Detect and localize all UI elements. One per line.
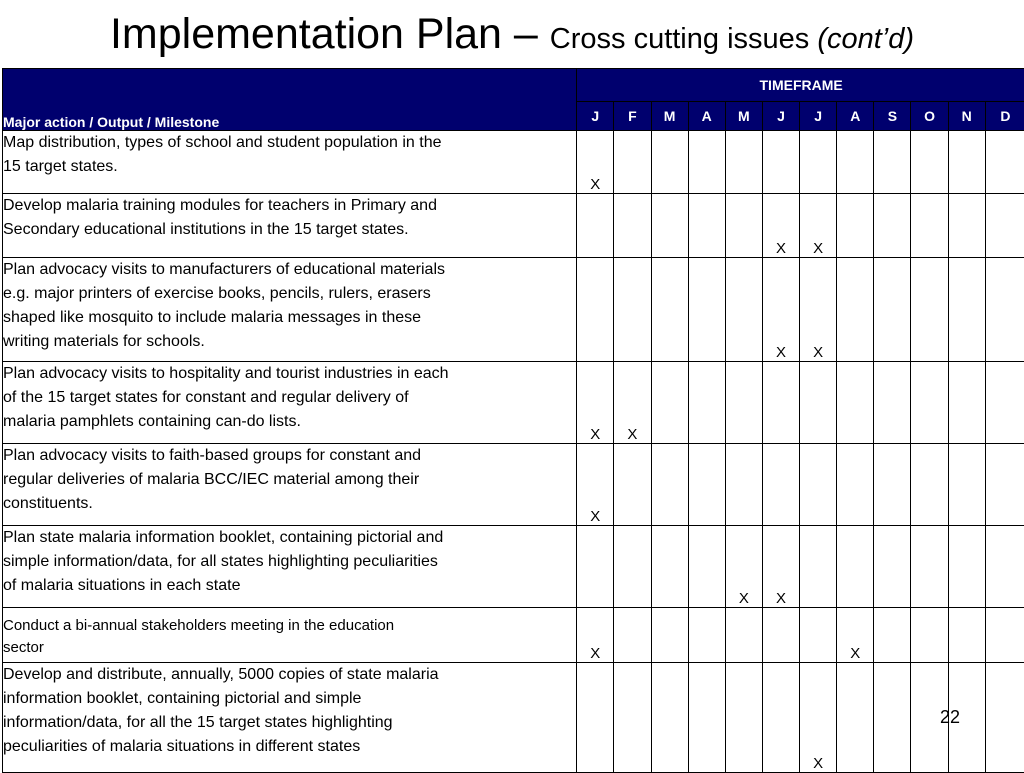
timeframe-cell: [911, 526, 948, 608]
timeframe-cell: [577, 194, 614, 258]
timeframe-cell: [614, 608, 651, 663]
timeframe-cell: [688, 663, 725, 773]
timeframe-cell: [651, 526, 688, 608]
timeframe-cell: X: [762, 526, 799, 608]
table-row: [3, 362, 1024, 444]
month-header: O: [911, 102, 948, 131]
timeframe-cell: X: [800, 194, 837, 258]
timeframe-cell: [688, 258, 725, 362]
timeframe-cell: [874, 258, 911, 362]
action-cell: Plan advocacy visits to faith-based groups for constant and regular deliveries of malaria BCC/IEC material among their constituents.: [3, 444, 577, 526]
timeframe-cell: X: [577, 362, 614, 444]
table-header: [3, 69, 1024, 131]
timeframe-cell: [874, 444, 911, 526]
timeframe-cell: [948, 131, 985, 194]
title-continued: (cont’d): [817, 23, 914, 55]
action-cell: Plan advocacy visits to hospitality and tourist industries in each of the 15 target states for constant and regular delivery of malaria pamphlets containing can-do lists.: [3, 362, 577, 444]
timeframe-cell: X: [762, 258, 799, 362]
table-row: [3, 608, 1024, 663]
slide-title: [0, 10, 1024, 59]
month-header: J: [577, 102, 614, 131]
timeframe-cell: X: [762, 194, 799, 258]
action-cell: Map distribution, types of school and student population in the 15 target states.: [3, 131, 577, 194]
implementation-plan-table: [2, 68, 1024, 773]
timeframe-cell: [837, 663, 874, 773]
timeframe-cell: [651, 194, 688, 258]
table-row: [3, 131, 1024, 194]
timeframe-cell: [651, 663, 688, 773]
timeframe-cell: X: [800, 258, 837, 362]
timeframe-cell: [577, 526, 614, 608]
timeframe-cell: [911, 444, 948, 526]
table-row: [3, 194, 1024, 258]
timeframe-cell: [800, 362, 837, 444]
timeframe-cell: [911, 131, 948, 194]
action-cell: Conduct a bi-annual stakeholders meeting in the education sector: [3, 608, 577, 663]
timeframe-cell: [725, 131, 762, 194]
action-cell: Develop and distribute, annually, 5000 copies of state malaria information booklet, containing pictorial and simple information/data, for all the 15 target states highlighting peculiarities of malaria situations in different states: [3, 663, 577, 773]
timeframe-cell: [688, 608, 725, 663]
timeframe-cell: [800, 444, 837, 526]
timeframe-cell: [614, 131, 651, 194]
timeframe-cell: [762, 444, 799, 526]
timeframe-cell: X: [577, 608, 614, 663]
timeframe-cell: [577, 258, 614, 362]
timeframe-cell: [837, 362, 874, 444]
timeframe-cell: [800, 131, 837, 194]
timeframe-cell: [725, 663, 762, 773]
timeframe-cell: [985, 663, 1024, 773]
timeframe-cell: [688, 194, 725, 258]
title-subtitle: Cross cutting issues: [550, 23, 818, 55]
timeframe-cell: [651, 258, 688, 362]
timeframe-cell: [762, 362, 799, 444]
timeframe-cell: [948, 444, 985, 526]
timeframe-cell: X: [725, 526, 762, 608]
timeframe-cell: [800, 526, 837, 608]
timeframe-cell: [948, 526, 985, 608]
timeframe-cell: [800, 608, 837, 663]
timeframe-cell: [948, 362, 985, 444]
timeframe-cell: [874, 526, 911, 608]
timeframe-cell: [985, 608, 1024, 663]
timeframe-cell: [614, 258, 651, 362]
timeframe-cell: [614, 444, 651, 526]
timeframe-cell: [577, 663, 614, 773]
table-row: [3, 663, 1024, 773]
month-header: F: [614, 102, 651, 131]
timeframe-cell: [837, 131, 874, 194]
table-row: [3, 258, 1024, 362]
month-header: M: [725, 102, 762, 131]
timeframe-cell: [911, 608, 948, 663]
timeframe-cell: [725, 258, 762, 362]
table-body: [3, 131, 1024, 773]
timeframe-cell: [911, 362, 948, 444]
timeframe-cell: [985, 258, 1024, 362]
timeframe-cell: [688, 131, 725, 194]
timeframe-cell: [614, 194, 651, 258]
timeframe-cell: X: [577, 444, 614, 526]
timeframe-cell: X: [837, 608, 874, 663]
timeframe-header: TIMEFRAME: [577, 69, 1024, 102]
timeframe-cell: [874, 131, 911, 194]
table-row: [3, 444, 1024, 526]
timeframe-cell: [911, 258, 948, 362]
month-header: D: [985, 102, 1024, 131]
timeframe-cell: [725, 608, 762, 663]
timeframe-cell: [948, 258, 985, 362]
month-header: A: [688, 102, 725, 131]
timeframe-cell: [688, 526, 725, 608]
timeframe-cell: [762, 131, 799, 194]
month-header: J: [800, 102, 837, 131]
timeframe-cell: [837, 526, 874, 608]
timeframe-cell: [837, 444, 874, 526]
timeframe-cell: [614, 526, 651, 608]
timeframe-cell: [985, 444, 1024, 526]
timeframe-cell: [651, 362, 688, 444]
timeframe-cell: X: [800, 663, 837, 773]
timeframe-cell: [725, 444, 762, 526]
month-header: N: [948, 102, 985, 131]
timeframe-cell: [762, 608, 799, 663]
timeframe-cell: X: [614, 362, 651, 444]
timeframe-cell: [837, 194, 874, 258]
timeframe-cell: [874, 194, 911, 258]
timeframe-cell: [874, 608, 911, 663]
page-number: 22: [940, 707, 960, 728]
timeframe-cell: [874, 362, 911, 444]
action-cell: Develop malaria training modules for teachers in Primary and Secondary educational institutions in the 15 target states.: [3, 194, 577, 258]
timeframe-cell: [651, 444, 688, 526]
timeframe-cell: [725, 194, 762, 258]
month-header: J: [762, 102, 799, 131]
action-column-header: Major action / Output / Milestone: [3, 69, 577, 131]
timeframe-cell: [614, 663, 651, 773]
timeframe-cell: [948, 608, 985, 663]
timeframe-cell: [985, 526, 1024, 608]
timeframe-cell: [985, 362, 1024, 444]
title-main: Implementation Plan –: [110, 10, 550, 58]
timeframe-cell: [948, 194, 985, 258]
timeframe-cell: [911, 194, 948, 258]
timeframe-cell: [874, 663, 911, 773]
action-cell: Plan advocacy visits to manufacturers of educational materials e.g. major printers of exercise books, pencils, rulers, erasers shaped like mosquito to include malaria messages in these writing materials for schools.: [3, 258, 577, 362]
timeframe-cell: [985, 194, 1024, 258]
timeframe-cell: [762, 663, 799, 773]
timeframe-cell: [688, 362, 725, 444]
month-header: S: [874, 102, 911, 131]
timeframe-cell: [725, 362, 762, 444]
timeframe-cell: [688, 444, 725, 526]
timeframe-cell: X: [577, 131, 614, 194]
timeframe-cell: [651, 608, 688, 663]
timeframe-cell: [651, 131, 688, 194]
timeframe-cell: [985, 131, 1024, 194]
month-header: M: [651, 102, 688, 131]
action-cell: Plan state malaria information booklet, containing pictorial and simple information/data, for all states highlighting peculiarities of malaria situations in each state: [3, 526, 577, 608]
table-row: [3, 526, 1024, 608]
month-header: A: [837, 102, 874, 131]
timeframe-cell: [837, 258, 874, 362]
